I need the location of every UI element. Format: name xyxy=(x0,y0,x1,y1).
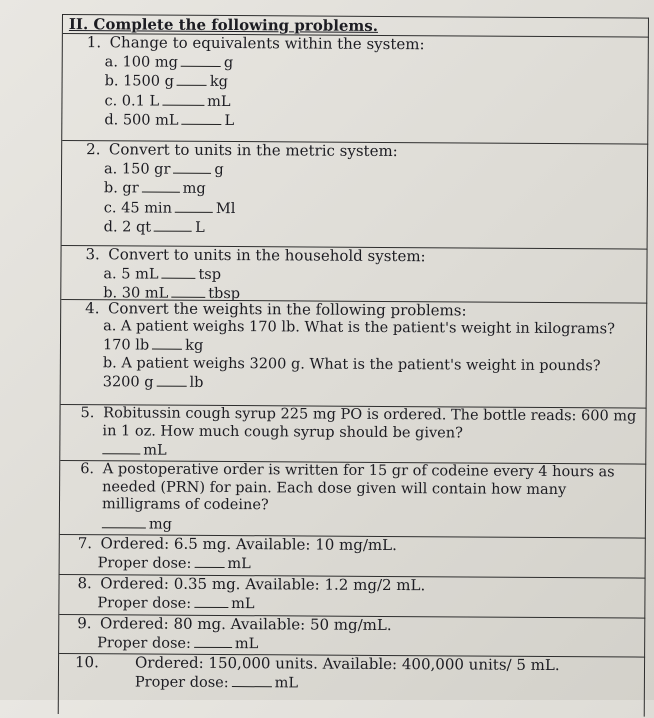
answer-blank[interactable] xyxy=(154,218,192,232)
q2-item-b: b. gr mg xyxy=(103,180,206,197)
question-text: Convert the weights in the following problems: xyxy=(107,299,467,320)
answer-blank[interactable] xyxy=(177,72,207,86)
answer-blank[interactable] xyxy=(162,91,204,105)
question-text: Ordered: 80 mg. Available: 50 mg/mL. xyxy=(100,614,392,635)
answer-blank[interactable] xyxy=(181,52,221,66)
q4-item-b-answer: 3200 g lb xyxy=(102,374,204,391)
q3-item-b: b. 30 mL tbsp xyxy=(103,285,241,303)
question-number: 3. xyxy=(85,245,100,264)
q1-item-b: b. 1500 g kg xyxy=(104,73,229,91)
question-text: Ordered: 0.35 mg. Available: 1.2 mg/2 mL. xyxy=(100,574,426,595)
q4-item-b-text: b. A patient weighs 3200 g. What is the patient's weight in pounds? xyxy=(102,354,601,374)
question-6 xyxy=(60,460,646,538)
question-2 xyxy=(62,140,649,249)
q2-item-a: a. 150 gr g xyxy=(104,160,224,178)
question-text: Change to equivalents within the system: xyxy=(109,33,425,54)
answer-blank[interactable] xyxy=(194,553,224,567)
q4-item-a-answer: 170 lb kg xyxy=(102,337,204,354)
question-number: 1. xyxy=(86,33,102,52)
answer-blank[interactable] xyxy=(161,264,195,278)
q10-answer: Proper dose: mL xyxy=(134,673,299,691)
answer-blank[interactable] xyxy=(152,336,182,350)
q1-item-a: a. 100 mg g xyxy=(104,53,234,71)
answer-blank[interactable] xyxy=(181,111,221,125)
q2-item-c: c. 45 min Ml xyxy=(103,199,236,217)
answer-blank[interactable] xyxy=(171,284,205,298)
answer-blank[interactable] xyxy=(142,178,180,192)
question-10 xyxy=(59,653,645,717)
q1-item-c: c. 0.1 L mL xyxy=(104,92,231,110)
q9-answer: Proper dose: mL xyxy=(97,634,259,652)
question-9 xyxy=(59,614,645,657)
question-text: A postoperative order is written for 15 gr of codeine every 4 hours as needed (PRN) for pain. Each dose given will contain how many milligrams of codeine? xyxy=(101,461,615,514)
question-5 xyxy=(60,404,646,464)
q6-answer: mg xyxy=(60,513,645,536)
q2-item-d: d. 2 qt L xyxy=(103,219,205,236)
q5-answer: mL xyxy=(60,440,645,463)
question-text: Convert to units in the metric system: xyxy=(108,140,398,161)
question-8 xyxy=(59,574,645,618)
question-number: 7. xyxy=(77,534,93,553)
section-title: II. Complete the following problems. xyxy=(63,14,649,37)
q7-answer: Proper dose: mL xyxy=(97,554,251,572)
question-4 xyxy=(61,299,648,408)
question-text: Convert to units in the household system: xyxy=(108,245,426,266)
q1-item-d: d. 500 mL L xyxy=(104,112,235,130)
answer-blank[interactable] xyxy=(175,198,213,212)
question-number: 5. xyxy=(80,405,95,422)
question-number: 2. xyxy=(86,140,101,159)
question-number: 6. xyxy=(80,461,95,478)
question-number: 9. xyxy=(77,614,92,633)
answer-blank[interactable] xyxy=(173,159,211,173)
answer-blank[interactable] xyxy=(194,593,228,607)
question-text: Ordered: 6.5 mg. Available: 10 mg/mL. xyxy=(100,534,397,555)
answer-blank[interactable] xyxy=(232,673,272,687)
question-number: 8. xyxy=(77,574,92,593)
question-number: 4. xyxy=(85,299,100,318)
answer-blank[interactable] xyxy=(194,633,232,647)
question-text: Ordered: 150,000 units. Available: 400,000 units/ 5 mL. xyxy=(134,653,560,675)
q3-item-a: a. 5 mL tsp xyxy=(103,265,222,283)
worksheet xyxy=(58,14,649,718)
question-1 xyxy=(62,33,649,144)
answer-blank[interactable] xyxy=(102,514,146,528)
question-7 xyxy=(60,534,646,578)
answer-blank[interactable] xyxy=(157,373,187,387)
answer-blank[interactable] xyxy=(102,440,140,454)
question-3 xyxy=(61,245,647,303)
q4-item-a-text: a. A patient weighs 170 lb. What is the patient's weight in kilograms? xyxy=(103,317,615,337)
question-number: 10. xyxy=(74,653,99,672)
q8-answer: Proper dose: mL xyxy=(97,594,255,612)
question-text: Robitussin cough syrup 225 mg PO is ordered. The bottle reads: 600 mg in 1 oz. How much cough syrup should be given? xyxy=(102,405,637,441)
